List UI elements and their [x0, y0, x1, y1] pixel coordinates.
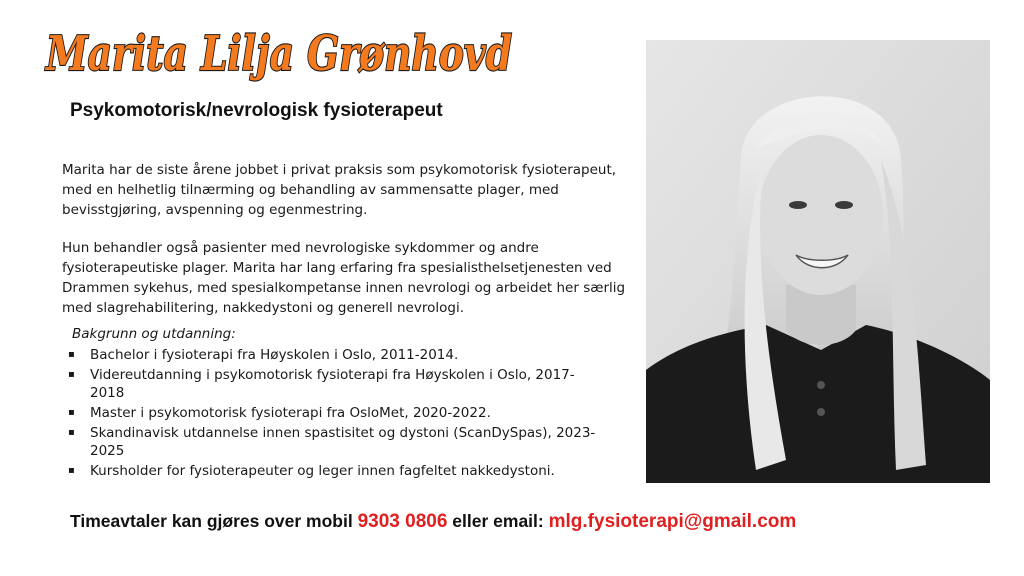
education-item-text: Videreutdanning i psykomotorisk fysioterapi fra Høyskolen i Oslo, 2017-2018 [90, 367, 575, 401]
profession-title: Psykomotorisk/nevrologisk fysioterapeut [70, 100, 443, 121]
phone-number[interactable]: 9303 0806 [357, 511, 448, 532]
education-item-text: Kursholder for fysioterapeuter og leger innen fagfeltet nakkedystoni. [90, 463, 555, 479]
bullet-icon: ▪ [68, 369, 75, 380]
list-item [68, 424, 608, 460]
education-item-text: Master i psykomotorisk fysioterapi fra OsloMet, 2020-2022. [90, 405, 491, 421]
education-item-text: Bachelor i fysioterapi fra Høyskolen i Oslo, 2011-2014. [90, 347, 459, 363]
list-item [68, 366, 608, 402]
intro-paragraph-2: Hun behandler også pasienter med nevrologiske sykdommer og andre fysioterapeutiske plager. Marita har lang erfaring fra spesialisthelsetjenesten ved Drammen sykehus, med spesialkompetanse innen nevrologi og arbeidet her særlig med slagrehabilitering, nakkedystoni og generell nevrologi. [62, 240, 626, 316]
education-heading: Bakgrunn og utdanning: [72, 326, 236, 342]
portrait-illustration [646, 40, 990, 483]
contact-prefix: Timeavtaler kan gjøres over mobil [70, 511, 353, 531]
name-logo [40, 10, 520, 88]
intro-paragraph-1: Marita har de siste årene jobbet i privat praksis som psykomotorisk fysioterapeut, med en helhetlig tilnærming og behandling av sammensatte plager, med bevisstgjøring, avspenning og egenmestring. [62, 162, 617, 218]
portrait-photo [646, 40, 990, 483]
name-heading [40, 10, 520, 88]
education-list [68, 346, 608, 482]
bullet-icon: ▪ [68, 427, 75, 438]
list-item [68, 462, 608, 480]
bullet-icon: ▪ [68, 465, 75, 476]
bullet-icon: ▪ [68, 349, 75, 360]
bullet-icon: ▪ [68, 407, 75, 418]
list-item [68, 346, 608, 364]
contact-middle: eller email: [452, 511, 544, 531]
name-text: Marita Lilja Grønhovd [44, 26, 512, 82]
list-item [68, 404, 608, 422]
education-item-text: Skandinavisk utdannelse innen spastisitet og dystoni (ScanDySpas), 2023-2025 [90, 425, 596, 459]
contact-line [70, 511, 796, 533]
email-link[interactable]: mlg.fysioterapi@gmail.com [548, 511, 797, 532]
